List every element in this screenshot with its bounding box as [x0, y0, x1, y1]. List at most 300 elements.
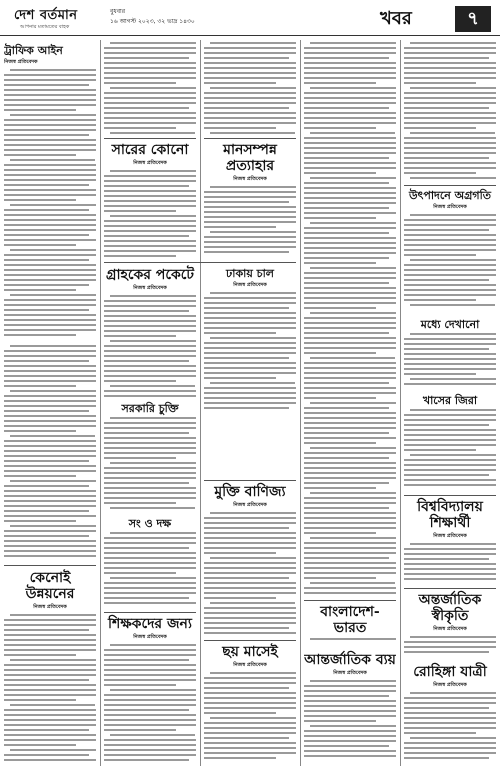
text-line — [204, 537, 296, 539]
text-line — [404, 459, 496, 461]
text-line — [4, 179, 96, 181]
text-line — [204, 312, 296, 314]
text-line — [10, 390, 96, 392]
text-line — [304, 472, 396, 474]
text-line — [4, 455, 96, 457]
text-line — [104, 442, 196, 444]
text-line — [304, 745, 389, 747]
text-line — [104, 77, 196, 79]
text-line — [304, 407, 389, 409]
page-number: ৭ — [455, 6, 491, 32]
text-line — [104, 477, 196, 479]
text-line — [304, 327, 396, 329]
column-divider — [300, 40, 301, 766]
text-line — [304, 377, 396, 379]
text-line — [310, 638, 396, 640]
text-line — [204, 627, 289, 629]
article-body — [404, 692, 496, 759]
text-line — [304, 287, 396, 289]
text-line — [404, 117, 496, 119]
text-line — [110, 532, 196, 534]
text-line — [210, 672, 296, 674]
text-line — [4, 164, 96, 166]
text-line — [4, 324, 96, 326]
text-line — [304, 522, 396, 524]
text-line — [104, 220, 196, 222]
text-line — [304, 567, 396, 569]
text-line — [4, 329, 96, 331]
headline: মধ্যে দেখানো — [420, 318, 480, 331]
text-line — [304, 202, 396, 204]
headline: আন্তর্জাতিক ব্যয় — [304, 652, 396, 668]
text-line — [4, 475, 76, 477]
byline: নিজস্ব প্রতিবেদক — [433, 204, 467, 210]
text-line — [4, 639, 96, 641]
masthead — [0, 0, 500, 36]
text-line — [204, 582, 296, 584]
byline: নিজস্ব প্রতিবেদক — [233, 502, 267, 508]
text-line — [404, 343, 496, 345]
text-line — [304, 72, 396, 74]
text-line — [104, 67, 196, 69]
text-line — [104, 547, 189, 549]
text-line — [104, 190, 196, 192]
headline: মানসম্পন্ন প্রত্যাহার — [223, 142, 277, 174]
text-line — [10, 249, 96, 251]
article-body — [204, 292, 296, 409]
byline: নিজস্ব প্রতিবেদক — [133, 634, 167, 640]
text-line — [410, 543, 496, 545]
text-line — [104, 739, 196, 741]
text-line — [4, 385, 76, 387]
text-line — [404, 752, 496, 754]
text-line — [104, 360, 189, 362]
text-line — [4, 644, 96, 646]
text-line — [110, 734, 195, 736]
text-line — [304, 92, 396, 94]
text-line — [4, 99, 96, 101]
text-line — [204, 377, 276, 379]
text-line — [110, 644, 196, 646]
text-line — [204, 246, 296, 248]
text-line — [4, 470, 96, 472]
text-line — [4, 684, 96, 686]
day-label: বুধবার — [110, 8, 126, 15]
text-line — [104, 552, 196, 554]
text-line — [210, 337, 296, 339]
article-body — [404, 543, 496, 580]
text-line — [304, 517, 396, 519]
text-line — [304, 292, 396, 294]
text-line — [404, 424, 489, 426]
article-sarer — [104, 140, 196, 260]
text-line — [204, 732, 296, 734]
text-line — [4, 465, 96, 467]
text-line — [4, 550, 96, 552]
text-line — [304, 252, 396, 254]
byline: নিজস্ব প্রতিবেদক — [133, 285, 167, 291]
text-line — [304, 562, 396, 564]
text-line — [110, 87, 196, 89]
text-line — [104, 427, 196, 429]
text-line — [110, 462, 196, 464]
text-line — [4, 420, 96, 422]
byline: নিজস্ব প্রতিবেদক — [433, 682, 467, 688]
text-line — [4, 234, 89, 236]
text-line — [104, 422, 196, 424]
text-line — [304, 52, 396, 54]
text-line — [404, 338, 496, 340]
text-line — [104, 185, 189, 187]
text-line — [204, 632, 296, 634]
text-line — [104, 97, 196, 99]
text-line — [4, 694, 96, 696]
text-line — [404, 249, 496, 251]
text-line — [304, 272, 396, 274]
text-line — [4, 754, 89, 756]
text-line — [304, 432, 389, 434]
text-line — [4, 719, 96, 721]
text-line — [204, 757, 276, 759]
text-line — [404, 474, 489, 476]
text-line — [210, 231, 296, 233]
text-line — [204, 737, 289, 739]
text-line — [404, 274, 496, 276]
text-line — [404, 363, 496, 365]
text-line — [104, 664, 196, 666]
text-line — [4, 119, 96, 121]
text-line — [304, 232, 389, 234]
text-line — [204, 622, 296, 624]
text-line — [404, 127, 476, 129]
headline: ছয় মাসেই — [222, 644, 278, 660]
text-line — [404, 563, 496, 565]
text-line — [404, 578, 496, 580]
text-line — [304, 237, 396, 239]
text-line — [4, 365, 96, 367]
text-line — [304, 302, 396, 304]
text-line — [204, 747, 296, 749]
text-line — [410, 42, 496, 44]
text-line — [4, 619, 96, 621]
text-line — [304, 392, 396, 394]
text-line — [104, 375, 196, 377]
text-line — [4, 729, 89, 731]
text-line — [404, 702, 496, 704]
article-body — [104, 532, 196, 604]
text-line — [104, 592, 196, 594]
date-label: ১৬ আগস্ট ২০২৩, ৩২ ভাদ্র ১৪৩০ — [110, 18, 195, 25]
text-line — [4, 299, 96, 301]
text-line — [404, 464, 496, 466]
text-line — [204, 67, 296, 69]
text-line — [10, 69, 96, 71]
text-line — [204, 397, 296, 399]
text-line — [204, 206, 296, 208]
text-line — [304, 730, 396, 732]
text-line — [404, 107, 489, 109]
article-body — [104, 170, 196, 257]
text-line — [304, 552, 396, 554]
text-line — [4, 510, 89, 512]
article-body — [304, 42, 396, 594]
text-line — [404, 62, 496, 64]
headline: ট্রাফিক আইন — [4, 44, 63, 57]
text-line — [310, 222, 396, 224]
text-line — [204, 82, 276, 84]
text-line — [404, 449, 476, 451]
text-line — [404, 157, 489, 159]
text-line — [204, 687, 289, 689]
text-line — [204, 112, 296, 114]
text-line — [104, 562, 196, 564]
text-line — [404, 284, 496, 286]
text-line — [304, 532, 376, 534]
text-line — [204, 527, 289, 529]
text-line — [104, 82, 176, 84]
text-line — [304, 282, 389, 284]
text-line — [310, 132, 395, 134]
text-line — [104, 744, 196, 746]
text-line — [404, 368, 496, 370]
text-line — [304, 147, 396, 149]
text-line — [4, 134, 89, 136]
text-line — [304, 352, 376, 354]
headline: শিক্ষকদের জন্য — [108, 616, 192, 632]
text-line — [10, 159, 95, 161]
headline: অন্তর্জাতিক স্বীকৃতি — [418, 592, 482, 624]
text-line — [204, 332, 276, 334]
text-line — [404, 137, 496, 139]
text-line — [104, 542, 196, 544]
text-line — [104, 310, 189, 312]
text-line — [204, 226, 276, 228]
text-line — [204, 102, 296, 104]
text-line — [4, 284, 89, 286]
text-line — [404, 299, 476, 301]
text-line — [404, 102, 496, 104]
text-line — [10, 435, 95, 437]
article-body — [304, 638, 396, 640]
text-line — [10, 345, 96, 347]
separator — [404, 185, 496, 186]
byline: নিজস্ব প্রতিবেদক — [233, 282, 267, 288]
text-line — [410, 692, 496, 694]
article-top-col2 — [104, 42, 196, 137]
text-line — [404, 348, 489, 350]
text-line — [110, 132, 195, 134]
text-line — [4, 634, 96, 636]
text-line — [110, 689, 196, 691]
text-line — [4, 555, 96, 557]
text-line — [104, 230, 196, 232]
separator — [204, 138, 296, 139]
text-line — [4, 460, 89, 462]
text-line — [4, 355, 96, 357]
text-line — [4, 229, 96, 231]
text-line — [304, 57, 389, 59]
text-line — [4, 154, 76, 156]
text-line — [104, 195, 196, 197]
text-line — [304, 127, 376, 129]
text-line — [4, 274, 96, 276]
text-line — [4, 629, 89, 631]
text-line — [4, 314, 96, 316]
text-line — [4, 380, 96, 382]
text-line — [404, 172, 476, 174]
text-line — [410, 737, 496, 739]
text-line — [304, 317, 396, 319]
text-line — [4, 239, 96, 241]
text-line — [104, 350, 196, 352]
text-line — [404, 697, 496, 699]
text-line — [104, 240, 196, 242]
text-line — [204, 587, 296, 589]
text-line — [104, 602, 196, 604]
text-line — [204, 752, 296, 754]
text-line — [104, 245, 196, 247]
text-line — [104, 305, 196, 307]
text-line — [4, 495, 96, 497]
article-ontorjatik2 — [404, 590, 496, 660]
text-line — [310, 582, 395, 584]
text-line — [4, 440, 96, 442]
text-line — [204, 52, 296, 54]
text-line — [104, 572, 176, 574]
text-line — [204, 552, 276, 554]
text-line — [404, 142, 496, 144]
text-line — [4, 304, 96, 306]
byline: নিজস্ব প্রতিবেদক — [333, 670, 367, 676]
text-line — [404, 77, 496, 79]
column-divider — [200, 40, 201, 766]
text-line — [304, 397, 376, 399]
article-body — [4, 614, 96, 761]
text-line — [4, 94, 96, 96]
byline: নিজস্ব প্রতিবেদক — [233, 176, 267, 182]
text-line — [4, 395, 96, 397]
text-line — [104, 330, 196, 332]
article-body — [204, 512, 296, 634]
text-line — [304, 102, 396, 104]
text-line — [4, 679, 89, 681]
headline: উৎপাদনে অগ্রগতি — [408, 189, 492, 202]
text-line — [204, 597, 276, 599]
text-line — [404, 57, 489, 59]
text-line — [304, 477, 396, 479]
text-line — [4, 244, 76, 246]
text-line — [404, 429, 496, 431]
article-top-col3 — [204, 42, 296, 137]
text-line — [4, 209, 89, 211]
byline: নিজস্ব প্রতিবেদক — [4, 59, 38, 65]
text-line — [104, 502, 176, 504]
text-line — [310, 680, 396, 682]
text-line — [304, 487, 376, 489]
text-line — [404, 712, 496, 714]
text-line — [4, 139, 96, 141]
text-line — [404, 439, 496, 441]
text-line — [10, 204, 96, 206]
text-line — [204, 342, 296, 344]
text-line — [10, 659, 96, 661]
text-line — [304, 152, 396, 154]
text-line — [404, 152, 496, 154]
text-line — [310, 357, 395, 359]
text-line — [204, 216, 296, 218]
text-line — [4, 334, 76, 336]
text-line — [104, 210, 176, 212]
article-bishwa — [404, 497, 496, 585]
text-line — [304, 735, 396, 737]
text-line — [204, 372, 296, 374]
text-line — [304, 452, 396, 454]
text-line — [404, 444, 496, 446]
text-line — [10, 480, 96, 482]
text-line — [204, 402, 296, 404]
text-line — [304, 755, 396, 757]
text-line — [204, 697, 296, 699]
text-line — [104, 380, 176, 382]
text-line — [304, 497, 396, 499]
text-line — [4, 279, 96, 281]
text-line — [404, 469, 496, 471]
text-line — [204, 62, 296, 64]
text-line — [104, 325, 196, 327]
text-line — [304, 167, 396, 169]
text-line — [4, 89, 96, 91]
text-line — [404, 92, 496, 94]
text-line — [210, 717, 296, 719]
text-line — [210, 557, 296, 559]
text-line — [304, 207, 389, 209]
text-line — [104, 225, 196, 227]
text-line — [104, 669, 196, 671]
text-line — [204, 702, 296, 704]
article-shong — [104, 515, 196, 610]
text-line — [10, 525, 96, 527]
text-line — [304, 142, 396, 144]
text-line — [104, 654, 196, 656]
text-line — [104, 754, 196, 756]
text-line — [4, 669, 96, 671]
text-line — [404, 294, 496, 296]
text-line — [104, 47, 196, 49]
text-line — [304, 112, 396, 114]
text-line — [204, 387, 296, 389]
text-line — [304, 337, 396, 339]
text-line — [10, 704, 95, 706]
text-line — [304, 62, 396, 64]
text-line — [304, 212, 396, 214]
text-line — [304, 372, 396, 374]
text-line — [304, 587, 396, 589]
article-manpower — [204, 140, 296, 260]
text-line — [4, 149, 96, 151]
text-line — [204, 607, 296, 609]
text-line — [10, 614, 96, 616]
article-col4 — [304, 42, 396, 597]
text-line — [4, 624, 96, 626]
text-line — [404, 707, 489, 709]
text-line — [304, 740, 396, 742]
text-line — [304, 172, 376, 174]
text-line — [4, 545, 96, 547]
text-line — [304, 427, 396, 429]
headline: গ্রাহকের পকেটে — [105, 267, 195, 283]
text-line — [104, 57, 189, 59]
text-line — [4, 319, 96, 321]
